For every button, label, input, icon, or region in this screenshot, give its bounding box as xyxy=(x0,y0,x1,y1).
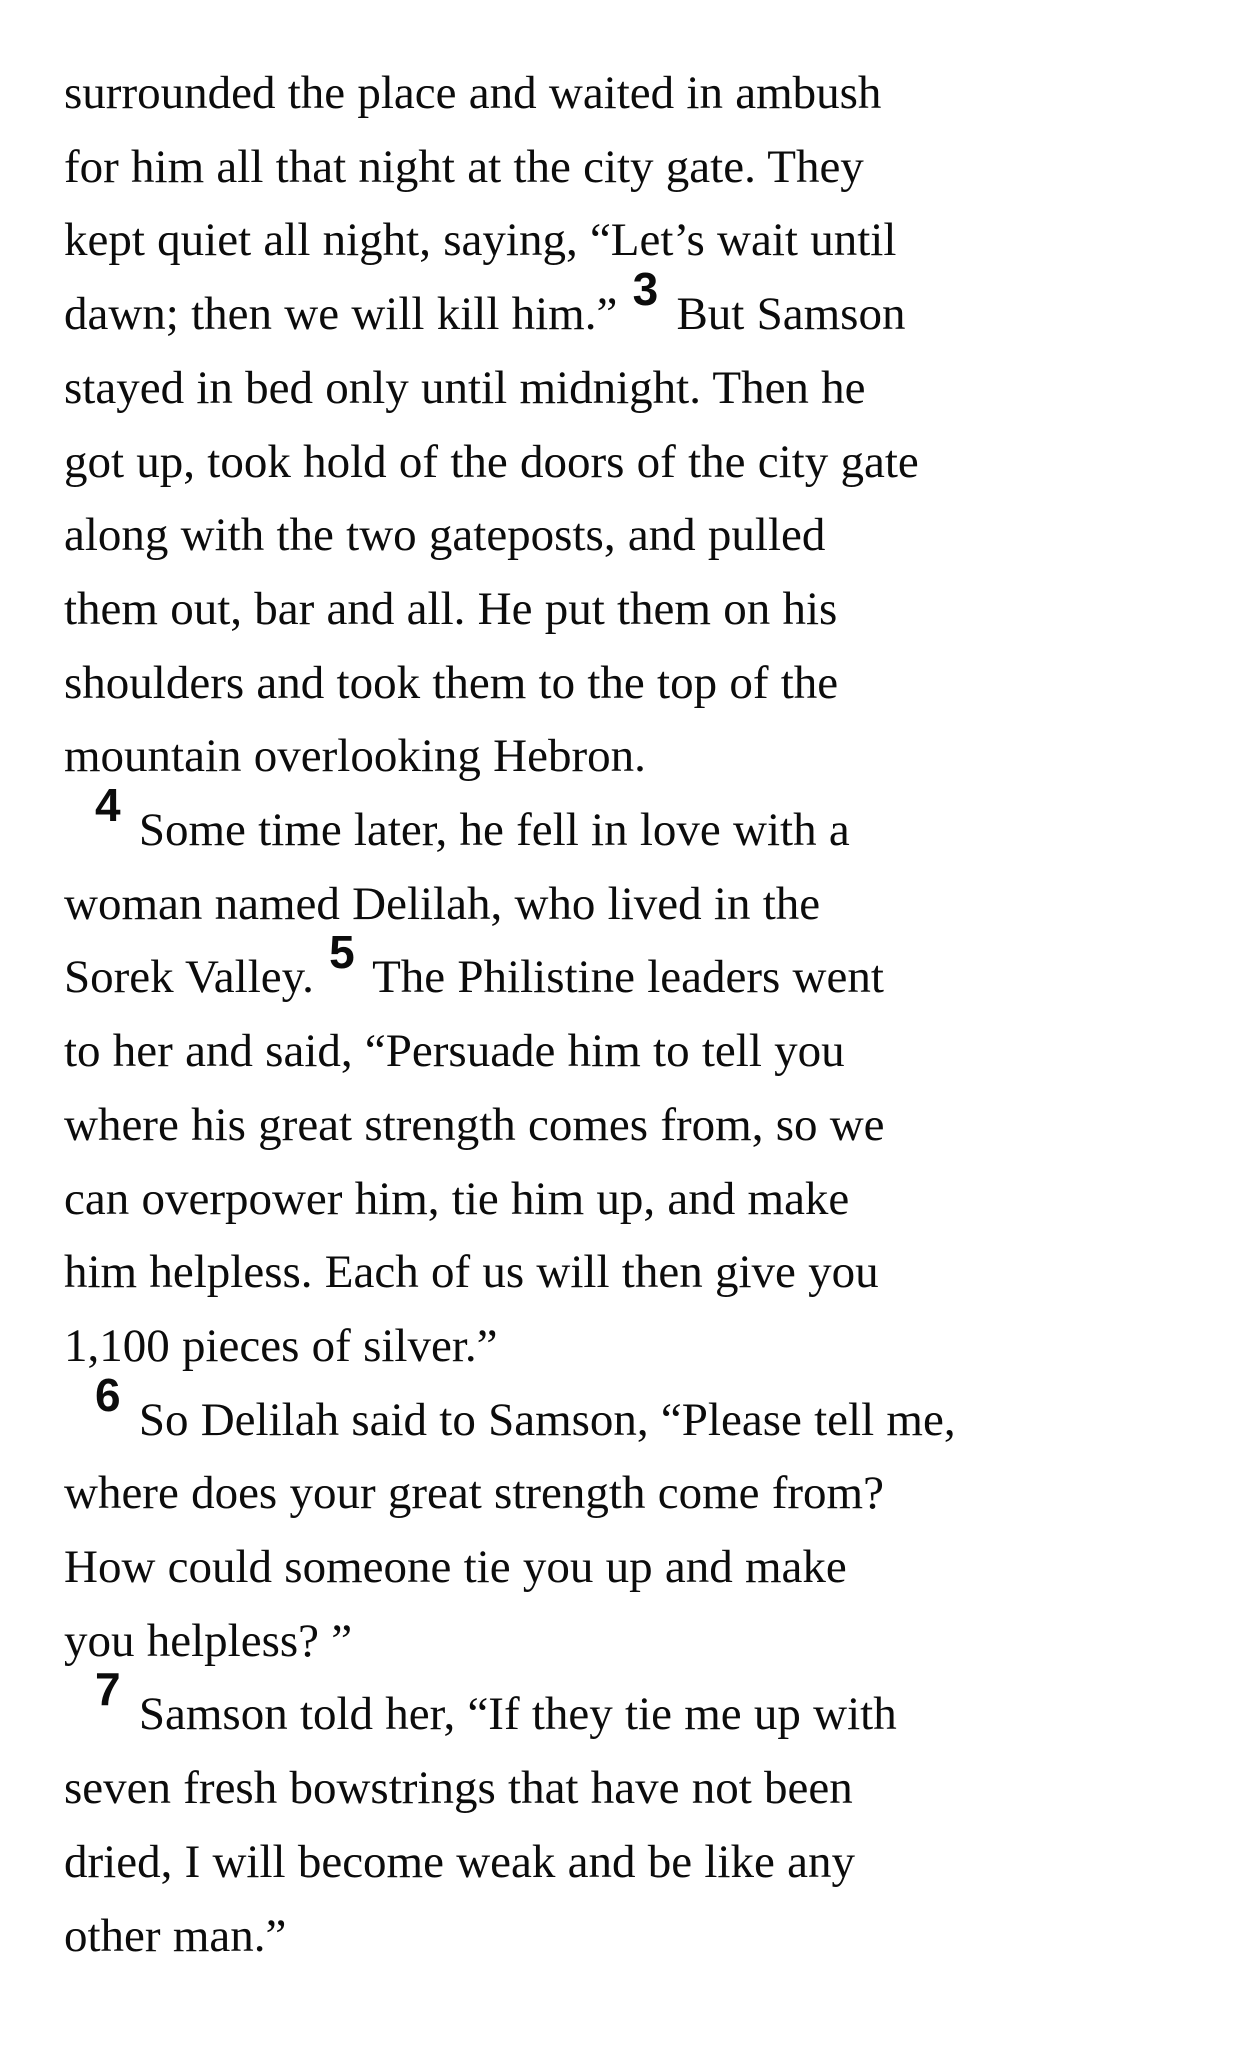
verse-number: 7 xyxy=(95,1663,121,1716)
verse-text: him helpless. Each of us will then give you xyxy=(64,1246,879,1299)
verse-paragraph[interactable] xyxy=(64,1368,1192,1679)
verse-text: where his great strength comes from, so we xyxy=(64,1098,885,1151)
verse-number: 6 xyxy=(95,1368,121,1421)
verse-text: 1,100 pieces of silver.” xyxy=(64,1319,498,1372)
verse-number: 3 xyxy=(632,263,659,316)
verse-text: shoulders and took them to the top of the xyxy=(64,656,839,709)
verse-text: seven fresh bowstrings that have not been xyxy=(64,1762,853,1815)
verse-text: How could someone tie you up and make xyxy=(64,1541,847,1594)
verse-text: dawn; then we will kill him.” xyxy=(64,288,630,341)
verse-text: The Philistine leaders went xyxy=(360,951,884,1004)
verse-text: got up, took hold of the doors of the city gate xyxy=(64,435,919,488)
verse-text: stayed in bed only until midnight. Then he xyxy=(64,361,866,414)
verse-text: for him all that night at the city gate. They xyxy=(64,140,864,193)
verse-text: mountain overlooking Hebron. xyxy=(64,730,646,783)
verse-text: other man.” xyxy=(64,1909,287,1962)
verse-paragraph[interactable] xyxy=(64,1663,1192,1973)
verse-text: Samson told her, “If they tie me up with xyxy=(126,1688,897,1741)
verse-text: Sorek Valley. xyxy=(64,951,327,1004)
verse-text: kept quiet all night, saying, “Let’s wait until xyxy=(64,214,897,267)
verse-text: you helpless? ” xyxy=(64,1614,353,1667)
verse-number: 5 xyxy=(329,926,355,979)
verse-text: So Delilah said to Samson, “Please tell me, xyxy=(126,1393,956,1446)
verse-text: But Samson xyxy=(664,288,906,341)
verse-text: dried, I will become weak and be like any xyxy=(64,1835,855,1888)
verse-text: Some time later, he fell in love with a xyxy=(126,804,850,857)
verse-text: surrounded the place and waited in ambush xyxy=(64,67,882,119)
verse-number: 4 xyxy=(95,779,121,832)
verse-paragraph[interactable] xyxy=(64,779,1192,1384)
verse-text: to her and said, “Persuade him to tell you xyxy=(64,1025,845,1078)
verse-text: them out, bar and all. He put them on his xyxy=(64,582,838,635)
verse-text: woman named Delilah, who lived in the xyxy=(64,877,821,930)
verse-text: where does your great strength come from? xyxy=(64,1467,884,1520)
verse-text: can overpower him, tie him up, and make xyxy=(64,1172,850,1225)
verse-paragraph[interactable] xyxy=(64,57,1192,794)
verse-text: along with the two gateposts, and pulled xyxy=(64,509,826,562)
